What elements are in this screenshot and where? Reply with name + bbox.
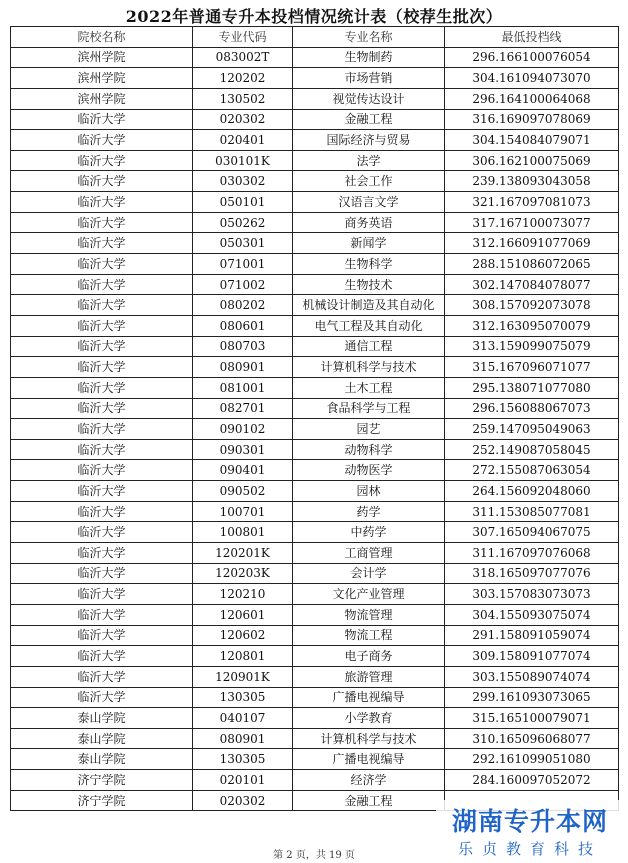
cell-major-code: 080901 bbox=[193, 357, 293, 378]
cell-min-score: 315.167096071077 bbox=[445, 357, 619, 378]
table-row bbox=[11, 254, 619, 275]
cell-major-code: 130305 bbox=[193, 749, 293, 770]
cell-school: 临沂大学 bbox=[11, 419, 193, 440]
table-row bbox=[11, 563, 619, 584]
cell-major-code: 082701 bbox=[193, 398, 293, 419]
cell-major-code: 100701 bbox=[193, 501, 293, 522]
cell-school: 泰山学院 bbox=[11, 728, 193, 749]
cell-major-name: 生物技术 bbox=[293, 274, 445, 295]
cell-major-name: 国际经济与贸易 bbox=[293, 130, 445, 151]
cell-school: 临沂大学 bbox=[11, 687, 193, 708]
watermark-main-text: 湖南专升本网 bbox=[451, 807, 608, 836]
table-row bbox=[11, 419, 619, 440]
cell-min-score: 317.167100073077 bbox=[445, 212, 619, 233]
table-row bbox=[11, 336, 619, 357]
header-major-name: 专业名称 bbox=[293, 27, 445, 48]
cell-major-name: 通信工程 bbox=[293, 336, 445, 357]
cell-major-name: 动物医学 bbox=[293, 460, 445, 481]
cell-major-name: 园艺 bbox=[293, 419, 445, 440]
cell-major-name: 物流工程 bbox=[293, 625, 445, 646]
table-row bbox=[11, 68, 619, 89]
cell-min-score: 288.151086072065 bbox=[445, 254, 619, 275]
cell-school: 临沂大学 bbox=[11, 295, 193, 316]
cell-school: 临沂大学 bbox=[11, 336, 193, 357]
cell-major-code: 020302 bbox=[193, 109, 293, 130]
cell-major-name: 文化产业管理 bbox=[293, 584, 445, 605]
table-row bbox=[11, 47, 619, 68]
cell-school: 临沂大学 bbox=[11, 192, 193, 213]
cell-major-code: 080601 bbox=[193, 315, 293, 336]
cell-min-score: 264.156092048060 bbox=[445, 481, 619, 502]
cell-major-code: 130305 bbox=[193, 687, 293, 708]
cell-min-score: 312.163095070079 bbox=[445, 315, 619, 336]
table-row bbox=[11, 377, 619, 398]
cell-major-code: 080202 bbox=[193, 295, 293, 316]
table-row bbox=[11, 646, 619, 667]
cell-school: 临沂大学 bbox=[11, 625, 193, 646]
table-row bbox=[11, 233, 619, 254]
cell-major-name: 计算机科学与技术 bbox=[293, 357, 445, 378]
cell-school: 临沂大学 bbox=[11, 522, 193, 543]
cell-min-score: 306.162100075069 bbox=[445, 150, 619, 171]
cell-school: 临沂大学 bbox=[11, 481, 193, 502]
watermark-logo bbox=[436, 800, 624, 862]
cell-major-name: 物流管理 bbox=[293, 604, 445, 625]
table-row bbox=[11, 708, 619, 729]
table-row bbox=[11, 728, 619, 749]
table-row bbox=[11, 501, 619, 522]
cell-major-name: 生物科学 bbox=[293, 254, 445, 275]
cell-major-name: 汉语言文学 bbox=[293, 192, 445, 213]
cell-school: 临沂大学 bbox=[11, 171, 193, 192]
cell-major-name: 动物科学 bbox=[293, 439, 445, 460]
cell-school: 临沂大学 bbox=[11, 604, 193, 625]
cell-school: 临沂大学 bbox=[11, 233, 193, 254]
cell-major-code: 120201K bbox=[193, 543, 293, 564]
table-row bbox=[11, 295, 619, 316]
cell-major-name: 旅游管理 bbox=[293, 666, 445, 687]
cell-min-score: 304.154084079071 bbox=[445, 130, 619, 151]
cell-school: 临沂大学 bbox=[11, 109, 193, 130]
table-row bbox=[11, 522, 619, 543]
cell-major-name: 商务英语 bbox=[293, 212, 445, 233]
cell-major-code: 120202 bbox=[193, 68, 293, 89]
table-row bbox=[11, 357, 619, 378]
table-row bbox=[11, 171, 619, 192]
cell-min-score: 321.167097081073 bbox=[445, 192, 619, 213]
cell-min-score: 303.157083073073 bbox=[445, 584, 619, 605]
cell-major-code: 130502 bbox=[193, 88, 293, 109]
cell-min-score: 311.167097076068 bbox=[445, 543, 619, 564]
cell-min-score: 318.165097077076 bbox=[445, 563, 619, 584]
cell-major-code: 120210 bbox=[193, 584, 293, 605]
cell-major-code: 080703 bbox=[193, 336, 293, 357]
cell-school: 滨州学院 bbox=[11, 88, 193, 109]
cell-major-code: 090401 bbox=[193, 460, 293, 481]
cell-school: 临沂大学 bbox=[11, 439, 193, 460]
cell-min-score: 307.165094067075 bbox=[445, 522, 619, 543]
cell-major-name: 生物制药 bbox=[293, 47, 445, 68]
cell-min-score: 304.155093075074 bbox=[445, 604, 619, 625]
table-row bbox=[11, 481, 619, 502]
cell-min-score: 299.161093073065 bbox=[445, 687, 619, 708]
table-row bbox=[11, 398, 619, 419]
cell-major-code: 090301 bbox=[193, 439, 293, 460]
table-row bbox=[11, 460, 619, 481]
cell-school: 临沂大学 bbox=[11, 150, 193, 171]
cell-major-code: 050101 bbox=[193, 192, 293, 213]
cell-min-score: 313.159099075079 bbox=[445, 336, 619, 357]
table-body bbox=[11, 47, 619, 811]
cell-school: 临沂大学 bbox=[11, 666, 193, 687]
cell-school: 临沂大学 bbox=[11, 315, 193, 336]
cell-major-name: 法学 bbox=[293, 150, 445, 171]
header-major-code: 专业代码 bbox=[193, 27, 293, 48]
cell-major-code: 081001 bbox=[193, 377, 293, 398]
cell-min-score: 296.156088067073 bbox=[445, 398, 619, 419]
cell-major-code: 020101 bbox=[193, 770, 293, 791]
cell-major-code: 050301 bbox=[193, 233, 293, 254]
table-row bbox=[11, 88, 619, 109]
cell-major-code: 120601 bbox=[193, 604, 293, 625]
cell-school: 临沂大学 bbox=[11, 563, 193, 584]
cell-school: 临沂大学 bbox=[11, 212, 193, 233]
cell-major-code: 090102 bbox=[193, 419, 293, 440]
table-row bbox=[11, 770, 619, 791]
cell-min-score: 308.157092073078 bbox=[445, 295, 619, 316]
cell-major-name: 广播电视编导 bbox=[293, 687, 445, 708]
cell-min-score: 309.158091077074 bbox=[445, 646, 619, 667]
cell-major-code: 120801 bbox=[193, 646, 293, 667]
cell-school: 临沂大学 bbox=[11, 543, 193, 564]
table-row bbox=[11, 212, 619, 233]
cell-major-name: 药学 bbox=[293, 501, 445, 522]
cell-major-code: 071001 bbox=[193, 254, 293, 275]
cell-school: 临沂大学 bbox=[11, 584, 193, 605]
cell-min-score: 315.165100079071 bbox=[445, 708, 619, 729]
cell-school: 临沂大学 bbox=[11, 460, 193, 481]
table-row bbox=[11, 687, 619, 708]
cell-min-score: 292.161099051080 bbox=[445, 749, 619, 770]
cell-min-score: 296.166100076054 bbox=[445, 47, 619, 68]
cell-major-name: 电气工程及其自动化 bbox=[293, 315, 445, 336]
cell-major-code: 030302 bbox=[193, 171, 293, 192]
cell-min-score: 291.158091059074 bbox=[445, 625, 619, 646]
watermark-sub-text: 乐贞教育科技 bbox=[457, 840, 602, 858]
cell-major-code: 030101K bbox=[193, 150, 293, 171]
cell-major-name: 市场营销 bbox=[293, 68, 445, 89]
cell-major-code: 090502 bbox=[193, 481, 293, 502]
cell-major-name: 金融工程 bbox=[293, 790, 445, 811]
header-school: 院校名称 bbox=[11, 27, 193, 48]
cell-major-code: 040107 bbox=[193, 708, 293, 729]
cell-school: 临沂大学 bbox=[11, 254, 193, 275]
table-row bbox=[11, 666, 619, 687]
cell-major-name: 工商管理 bbox=[293, 543, 445, 564]
cell-school: 临沂大学 bbox=[11, 646, 193, 667]
cell-min-score: 295.138071077080 bbox=[445, 377, 619, 398]
table-row bbox=[11, 315, 619, 336]
cell-school: 临沂大学 bbox=[11, 130, 193, 151]
table-row bbox=[11, 604, 619, 625]
cell-major-name: 社会工作 bbox=[293, 171, 445, 192]
cell-major-code: 083002T bbox=[193, 47, 293, 68]
admission-table bbox=[10, 26, 619, 811]
cell-school: 临沂大学 bbox=[11, 377, 193, 398]
cell-min-score: 304.161094073070 bbox=[445, 68, 619, 89]
cell-major-code: 020302 bbox=[193, 790, 293, 811]
table-row bbox=[11, 749, 619, 770]
cell-major-code: 120602 bbox=[193, 625, 293, 646]
table-row bbox=[11, 439, 619, 460]
cell-major-name: 计算机科学与技术 bbox=[293, 728, 445, 749]
cell-min-score: 311.153085077081 bbox=[445, 501, 619, 522]
cell-school: 滨州学院 bbox=[11, 47, 193, 68]
cell-major-name: 视觉传达设计 bbox=[293, 88, 445, 109]
table-row bbox=[11, 543, 619, 564]
page-title: 2022年普通专升本投档情况统计表（校荐生批次） bbox=[125, 7, 503, 26]
cell-min-score: 272.155087063054 bbox=[445, 460, 619, 481]
cell-school: 临沂大学 bbox=[11, 274, 193, 295]
cell-major-code: 071002 bbox=[193, 274, 293, 295]
cell-major-name: 食品科学与工程 bbox=[293, 398, 445, 419]
page-footer: 第 2 页，共 19 页 bbox=[273, 850, 355, 861]
cell-school: 临沂大学 bbox=[11, 398, 193, 419]
cell-school: 临沂大学 bbox=[11, 357, 193, 378]
cell-major-name: 小学教育 bbox=[293, 708, 445, 729]
cell-school: 临沂大学 bbox=[11, 501, 193, 522]
cell-major-name: 机械设计制造及其自动化 bbox=[293, 295, 445, 316]
cell-major-name: 中药学 bbox=[293, 522, 445, 543]
cell-major-name: 新闻学 bbox=[293, 233, 445, 254]
cell-major-code: 100801 bbox=[193, 522, 293, 543]
table-row bbox=[11, 625, 619, 646]
cell-major-name: 经济学 bbox=[293, 770, 445, 791]
cell-min-score: 310.165096068077 bbox=[445, 728, 619, 749]
cell-school: 泰山学院 bbox=[11, 749, 193, 770]
cell-min-score: 296.164100064068 bbox=[445, 88, 619, 109]
table-row bbox=[11, 150, 619, 171]
cell-school: 滨州学院 bbox=[11, 68, 193, 89]
cell-min-score: 239.138093043058 bbox=[445, 171, 619, 192]
cell-min-score: 312.166091077069 bbox=[445, 233, 619, 254]
cell-major-name: 电子商务 bbox=[293, 646, 445, 667]
cell-major-name: 土木工程 bbox=[293, 377, 445, 398]
cell-min-score: 259.147095049063 bbox=[445, 419, 619, 440]
cell-school: 泰山学院 bbox=[11, 708, 193, 729]
table-row bbox=[11, 584, 619, 605]
cell-major-name: 金融工程 bbox=[293, 109, 445, 130]
cell-min-score: 252.149087058045 bbox=[445, 439, 619, 460]
cell-school: 济宁学院 bbox=[11, 770, 193, 791]
header-min-score: 最低投档线 bbox=[445, 27, 619, 48]
cell-min-score: 316.169097078069 bbox=[445, 109, 619, 130]
table-header-row bbox=[11, 27, 619, 48]
cell-min-score: 302.147084078077 bbox=[445, 274, 619, 295]
cell-major-name: 广播电视编导 bbox=[293, 749, 445, 770]
cell-major-code: 020401 bbox=[193, 130, 293, 151]
table-row bbox=[11, 274, 619, 295]
cell-major-name: 园林 bbox=[293, 481, 445, 502]
cell-major-code: 080901 bbox=[193, 728, 293, 749]
cell-major-code: 120901K bbox=[193, 666, 293, 687]
cell-min-score: 303.155089074074 bbox=[445, 666, 619, 687]
table-row bbox=[11, 130, 619, 151]
cell-min-score: 284.160097052072 bbox=[445, 770, 619, 791]
table-row bbox=[11, 109, 619, 130]
cell-major-name: 会计学 bbox=[293, 563, 445, 584]
cell-major-code: 050262 bbox=[193, 212, 293, 233]
table-row bbox=[11, 192, 619, 213]
cell-major-code: 120203K bbox=[193, 563, 293, 584]
cell-school: 济宁学院 bbox=[11, 790, 193, 811]
